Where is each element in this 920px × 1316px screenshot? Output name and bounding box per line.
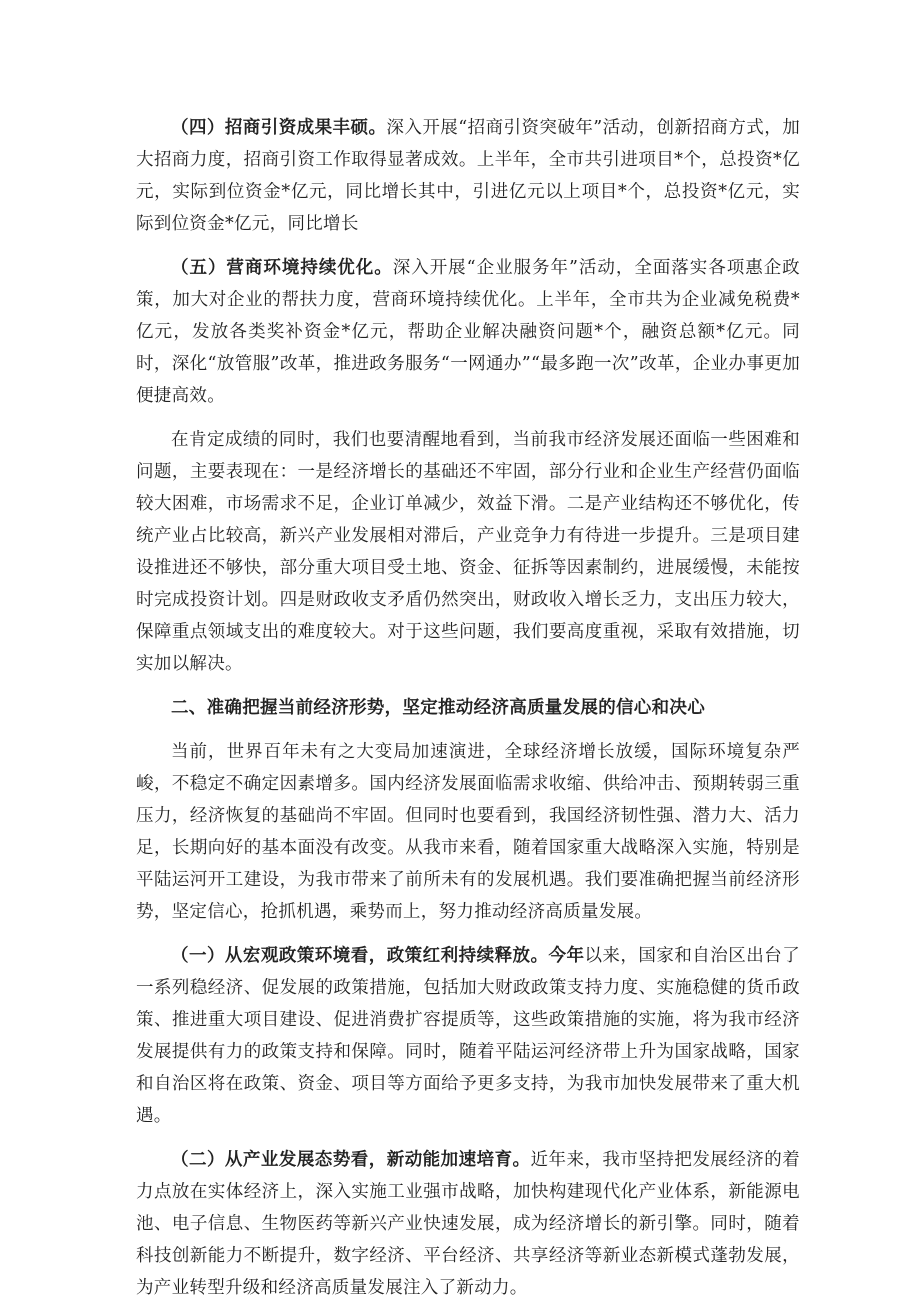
document-body — [136, 112, 800, 1316]
paragraph-text: 深入开展“企业服务年”活动，全面落实各项惠企政策，加大对企业的帮扶力度，营商环境持续优化。上半年，全市共为企业减免税费*亿元，发放各类奖补资金*亿元，帮助企业解决融资问题*个，融资总额*亿元。同时，深化“放管服”改革，推进政务服务“一网通办”“最多跑一次”改革，企业办事更加便捷高效。 — [136, 258, 800, 406]
paragraph-lead: （一）从宏观政策环境看，政策红利持续释放。今年 — [171, 946, 585, 966]
paragraph-text: 在肯定成绩的同时，我们也要清醒地看到，当前我市经济发展还面临一些困难和问题，主要表现在：一是经济增长的基础还不牢固，部分行业和企业生产经营仍面临较大困难，市场需求不足，企业订单减少，效益下滑。二是产业结构还不够优化，传统产业占比较高，新兴产业发展相对滞后，产业竞争力有待进一步提升。三是项目建设推进还不够快，部分重大项目受土地、资金、征拆等因素制约，进展缓慢，未能按时完成投资计划。四是财政收支矛盾仍然突出，财政收入增长乏力，支出压力较大，保障重点领域支出的难度较大。对于这些问题，我们要高度重视，采取有效措施，切实加以解决。 — [136, 430, 800, 674]
paragraph-problems — [136, 424, 800, 680]
paragraph-text: 近年来，我市坚持把发展经济的着力点放在实体经济上，深入实施工业强市战略，加快构建现代化产业体系，新能源电池、电子信息、生物医药等新兴产业快速发展，成为经济增长的新引擎。同时，随着科技创新能力不断提升，数字经济、平台经济、共享经济等新业态新模式蓬勃发展，为产业转型升级和经济高质量发展注入了新动力。 — [136, 1150, 801, 1298]
paragraph-lead: （五）营商环境持续优化。 — [171, 258, 393, 278]
paragraph-business-environment — [136, 252, 800, 412]
paragraph-lead: （二）从产业发展态势看，新动能加速培育。 — [171, 1150, 531, 1170]
paragraph-text: 深入开展“招商引资突破年”活动，创新招商方式，加大招商力度，招商引资工作取得显著成效。上半年，全市共引进项目*个，总投资*亿元，实际到位资金*亿元，同比增长其中，引进亿元以上项目*个，总投资*亿元，实际到位资金*亿元，同比增长 — [136, 118, 800, 234]
paragraph-text: 以来，国家和自治区出台了一系列稳经济、促发展的政策措施，包括加大财政政策支持力度、实施稳健的货币政策、推进重大项目建设、促进消费扩容提质等，这些政策措施的实施，将为我市经济发展提供有力的政策支持和保障。同时，随着平陆运河经济带上升为国家战略，国家和自治区将在政策、资金、项目等方面给予更多支持，为我市加快发展带来了重大机遇。 — [136, 946, 800, 1126]
section-heading: 二、准确把握当前经济形势，坚定推动经济高质量发展的信心和决心 — [171, 698, 705, 718]
paragraph-lead: （四）招商引资成果丰硕。 — [171, 118, 387, 138]
paragraph-industry-trend — [136, 1144, 800, 1304]
paragraph-current-situation — [136, 736, 800, 928]
paragraph-text: 当前，世界百年未有之大变局加速演进，全球经济增长放缓，国际环境复杂严峻，不稳定不确定因素增多。国内经济发展面临需求收缩、供给冲击、预期转弱三重压力，经济恢复的基础尚不牢固。但同时也要看到，我国经济韧性强、潜力大、活力足，长期向好的基本面没有改变。从我市来看，随着国家重大战略深入实施，特别是平陆运河开工建设，为我市带来了前所未有的发展机遇。我们要准确把握当前经济形势，坚定信心，抢抓机遇，乘势而上，努力推动经济高质量发展。 — [136, 742, 800, 922]
paragraph-macro-policy — [136, 940, 800, 1132]
paragraph-investment-results — [136, 112, 800, 240]
